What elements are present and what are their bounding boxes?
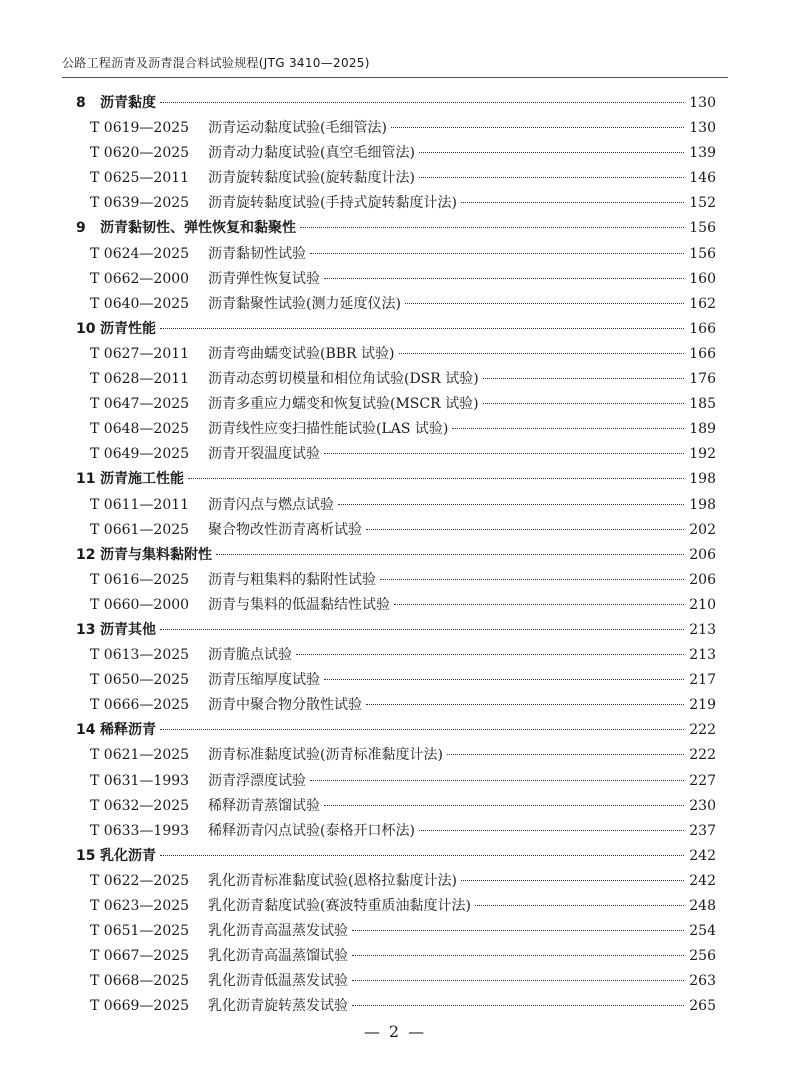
toc-entry-row[interactable] bbox=[62, 117, 716, 142]
dot-leader bbox=[475, 905, 684, 906]
toc-entry-row[interactable] bbox=[62, 744, 716, 769]
chapter-title: 沥青黏度 bbox=[100, 95, 156, 111]
chapter-title: 沥青与集料黏附性 bbox=[100, 546, 212, 563]
entry-title: 乳化沥青高温蒸发试验 bbox=[208, 923, 348, 940]
page-ref: 210 bbox=[689, 596, 716, 613]
chapter-number: 11 bbox=[76, 471, 96, 488]
chapter-number: 14 bbox=[76, 722, 96, 739]
chapter-title: 沥青施工性能 bbox=[100, 471, 184, 488]
toc-chapter-row[interactable] bbox=[62, 544, 716, 569]
page-ref: 198 bbox=[689, 471, 716, 488]
test-code: T 0620—2025 bbox=[90, 145, 190, 162]
dot-leader bbox=[300, 227, 684, 228]
toc-entry-row[interactable] bbox=[62, 644, 716, 669]
test-code: T 0648—2025 bbox=[90, 421, 190, 438]
toc-entry-row[interactable] bbox=[62, 494, 716, 519]
test-code: T 0662—2000 bbox=[90, 270, 190, 287]
chapter-title: 沥青黏韧性、弹性恢复和黏聚性 bbox=[100, 220, 296, 237]
dot-leader bbox=[296, 654, 684, 655]
page-ref: 198 bbox=[689, 496, 716, 513]
test-code: T 0621—2025 bbox=[90, 747, 190, 764]
test-code: T 0649—2025 bbox=[90, 446, 190, 463]
page-ref: 242 bbox=[689, 847, 716, 864]
page-ref: 206 bbox=[689, 571, 716, 588]
entry-title: 乳化沥青旋转蒸发试验 bbox=[208, 998, 348, 1015]
toc-entry-row[interactable] bbox=[62, 770, 716, 795]
test-code: T 0661—2025 bbox=[90, 521, 190, 538]
toc-entry-row[interactable] bbox=[62, 243, 716, 268]
dot-leader bbox=[483, 403, 684, 404]
entry-title: 沥青黏韧性试验 bbox=[208, 245, 306, 262]
dot-leader bbox=[324, 278, 684, 279]
entry-title: 沥青中聚合物分散性试验 bbox=[208, 697, 362, 714]
chapter-number: 13 bbox=[76, 621, 96, 638]
entry-title: 沥青旋转黏度试验(手持式旋转黏度计法) bbox=[208, 195, 457, 212]
page-ref: 219 bbox=[689, 697, 716, 714]
dot-leader bbox=[461, 202, 684, 203]
toc-entry-row[interactable] bbox=[62, 945, 716, 970]
entry-title: 沥青浮漂度试验 bbox=[208, 772, 306, 789]
page-ref: 227 bbox=[689, 772, 716, 789]
toc-entry-row[interactable] bbox=[62, 594, 716, 619]
test-code: T 0640—2025 bbox=[90, 295, 190, 312]
test-code: T 0611—2011 bbox=[90, 496, 190, 513]
toc-entry-row[interactable] bbox=[62, 142, 716, 167]
toc-chapter-row[interactable] bbox=[62, 468, 716, 493]
page-ref: 166 bbox=[689, 320, 716, 337]
page-ref: 206 bbox=[689, 546, 716, 563]
toc-entry-row[interactable] bbox=[62, 418, 716, 443]
toc-entry-row[interactable] bbox=[62, 192, 716, 217]
dot-leader bbox=[352, 930, 684, 931]
dot-leader bbox=[352, 980, 684, 981]
toc-entry-row[interactable] bbox=[62, 895, 716, 920]
entry-title: 乳化沥青低温蒸发试验 bbox=[208, 973, 348, 990]
toc-entry-row[interactable] bbox=[62, 569, 716, 594]
dot-leader bbox=[160, 855, 684, 856]
test-code: T 0667—2025 bbox=[90, 948, 190, 965]
page-ref: 254 bbox=[689, 923, 716, 940]
toc-entry-row[interactable] bbox=[62, 669, 716, 694]
toc-entry-row[interactable] bbox=[62, 970, 716, 995]
test-code: T 0647—2025 bbox=[90, 396, 190, 413]
dot-leader bbox=[461, 880, 684, 881]
page-ref: 156 bbox=[689, 220, 716, 237]
test-code: T 0631—1993 bbox=[90, 772, 190, 789]
toc-chapter-row[interactable] bbox=[62, 92, 716, 117]
toc-chapter-row[interactable] bbox=[62, 619, 716, 644]
toc-entry-row[interactable] bbox=[62, 167, 716, 192]
toc-entry-row[interactable] bbox=[62, 393, 716, 418]
page-ref: 130 bbox=[689, 120, 716, 137]
page-ref: 217 bbox=[689, 672, 716, 689]
test-code: T 0639—2025 bbox=[90, 195, 190, 212]
page-ref: 213 bbox=[689, 647, 716, 664]
test-code: T 0666—2025 bbox=[90, 697, 190, 714]
dot-leader bbox=[188, 478, 684, 479]
chapter-number: 8 bbox=[76, 95, 86, 111]
entry-title: 乳化沥青黏度试验(赛波特重质油黏度计法) bbox=[208, 898, 471, 914]
chapter-title: 稀释沥青 bbox=[100, 722, 156, 739]
entry-title: 沥青弹性恢复试验 bbox=[208, 270, 320, 287]
dot-leader bbox=[419, 152, 684, 153]
page-ref: 176 bbox=[689, 371, 716, 388]
dot-leader bbox=[366, 529, 684, 530]
page-ref: 156 bbox=[689, 245, 716, 262]
toc-chapter-row[interactable] bbox=[62, 318, 716, 343]
page-ref: 263 bbox=[689, 973, 716, 990]
page-ref: 237 bbox=[689, 822, 716, 839]
test-code: T 0650—2025 bbox=[90, 672, 190, 689]
page-ref: 185 bbox=[689, 396, 716, 413]
entry-title: 沥青开裂温度试验 bbox=[208, 446, 320, 463]
dot-leader bbox=[324, 679, 684, 680]
chapter-number: 10 bbox=[76, 320, 96, 337]
toc-chapter-row[interactable] bbox=[62, 719, 716, 744]
page-ref: 189 bbox=[689, 421, 716, 438]
toc-entry-row[interactable] bbox=[62, 519, 716, 544]
dot-leader bbox=[419, 177, 684, 178]
test-code: T 0625—2011 bbox=[90, 170, 190, 187]
test-code: T 0668—2025 bbox=[90, 973, 190, 990]
dot-leader bbox=[324, 453, 684, 454]
dot-leader bbox=[310, 253, 684, 254]
test-code: T 0613—2025 bbox=[90, 647, 190, 664]
test-code: T 0633—1993 bbox=[90, 822, 190, 839]
dot-leader bbox=[352, 955, 684, 956]
header-rule bbox=[62, 77, 728, 78]
page-ref: 139 bbox=[689, 145, 716, 162]
toc-chapter-row[interactable] bbox=[62, 845, 716, 870]
dot-leader bbox=[160, 102, 684, 103]
page-ref: 265 bbox=[689, 998, 716, 1015]
test-code: T 0616—2025 bbox=[90, 571, 190, 588]
entry-title: 乳化沥青标准黏度试验(恩格拉黏度计法) bbox=[208, 872, 457, 889]
dot-leader bbox=[419, 830, 684, 831]
dot-leader bbox=[160, 328, 684, 329]
dot-leader bbox=[310, 780, 684, 781]
entry-title: 沥青动态剪切模量和相位角试验(DSR 试验) bbox=[208, 371, 479, 388]
dot-leader bbox=[447, 754, 684, 755]
page-ref: 202 bbox=[689, 521, 716, 538]
entry-title: 沥青弯曲蠕变试验(BBR 试验) bbox=[208, 345, 395, 362]
toc-entry-row[interactable] bbox=[62, 443, 716, 468]
dot-leader bbox=[338, 504, 684, 505]
dot-leader bbox=[160, 729, 684, 730]
entry-title: 沥青黏聚性试验(测力延度仪法) bbox=[208, 295, 401, 312]
toc-entry-row[interactable] bbox=[62, 870, 716, 895]
dot-leader bbox=[405, 303, 684, 304]
toc-entry-row[interactable] bbox=[62, 795, 716, 820]
dot-leader bbox=[160, 629, 684, 630]
dot-leader bbox=[452, 428, 684, 429]
chapter-number: 15 bbox=[76, 847, 96, 864]
page-ref: 160 bbox=[689, 270, 716, 287]
test-code: T 0624—2025 bbox=[90, 245, 190, 262]
entry-title: 聚合物改性沥青离析试验 bbox=[208, 521, 362, 538]
page-ref: 222 bbox=[689, 722, 716, 739]
entry-title: 稀释沥青蒸馏试验 bbox=[208, 797, 320, 814]
toc-entry-row[interactable] bbox=[62, 343, 716, 368]
entry-title: 沥青旋转黏度试验(旋转黏度计法) bbox=[208, 170, 415, 187]
entry-title: 沥青运动黏度试验(毛细管法) bbox=[208, 120, 387, 137]
dot-leader bbox=[366, 704, 684, 705]
entry-title: 沥青压缩厚度试验 bbox=[208, 672, 320, 689]
page-ref: 222 bbox=[689, 747, 716, 764]
dot-leader bbox=[399, 353, 685, 354]
toc-entry-row[interactable] bbox=[62, 820, 716, 845]
toc-entry-row[interactable] bbox=[62, 995, 716, 1020]
dot-leader bbox=[483, 378, 684, 379]
entry-title: 沥青线性应变扫描性能试验(LAS 试验) bbox=[208, 421, 449, 438]
page-ref: 248 bbox=[689, 898, 716, 914]
dot-leader bbox=[380, 579, 684, 580]
test-code: T 0660—2000 bbox=[90, 596, 190, 613]
page-ref: 130 bbox=[689, 95, 716, 111]
entry-title: 稀释沥青闪点试验(泰格开口杯法) bbox=[208, 822, 415, 839]
test-code: T 0623—2025 bbox=[90, 898, 190, 914]
test-code: T 0622—2025 bbox=[90, 872, 190, 889]
page-ref: 242 bbox=[689, 872, 716, 889]
dot-leader bbox=[216, 554, 684, 555]
chapter-title: 沥青性能 bbox=[100, 320, 156, 337]
toc-entry-row[interactable] bbox=[62, 368, 716, 393]
page-ref: 192 bbox=[689, 446, 716, 463]
chapter-number: 12 bbox=[76, 546, 96, 563]
dot-leader bbox=[391, 127, 684, 128]
test-code: T 0627—2011 bbox=[90, 345, 190, 362]
dot-leader bbox=[352, 1005, 684, 1006]
toc-entry-row[interactable] bbox=[62, 694, 716, 719]
entry-title: 沥青与粗集料的黏附性试验 bbox=[208, 571, 376, 588]
chapter-title: 乳化沥青 bbox=[100, 847, 156, 864]
page-ref: 213 bbox=[689, 621, 716, 638]
page-ref: 162 bbox=[689, 295, 716, 312]
entry-title: 乳化沥青高温蒸馏试验 bbox=[208, 948, 348, 965]
chapter-number: 9 bbox=[76, 220, 86, 237]
dot-leader bbox=[324, 805, 684, 806]
entry-title: 沥青脆点试验 bbox=[208, 647, 292, 664]
toc-entry-row[interactable] bbox=[62, 920, 716, 945]
toc-chapter-row[interactable] bbox=[62, 217, 716, 242]
entry-title: 沥青闪点与燃点试验 bbox=[208, 496, 334, 513]
table-of-contents bbox=[62, 92, 716, 1020]
page-ref: 256 bbox=[689, 948, 716, 965]
toc-entry-row[interactable] bbox=[62, 293, 716, 318]
test-code: T 0632—2025 bbox=[90, 797, 190, 814]
test-code: T 0619—2025 bbox=[90, 120, 190, 137]
running-header: 公路工程沥青及沥青混合料试验规程(JTG 3410—2025) bbox=[62, 56, 370, 70]
dot-leader bbox=[394, 604, 684, 605]
entry-title: 沥青与集料的低温黏结性试验 bbox=[208, 596, 390, 613]
entry-title: 沥青动力黏度试验(真空毛细管法) bbox=[208, 145, 415, 162]
entry-title: 沥青多重应力蠕变和恢复试验(MSCR 试验) bbox=[208, 396, 479, 413]
test-code: T 0651—2025 bbox=[90, 923, 190, 940]
page-ref: 146 bbox=[689, 170, 716, 187]
test-code: T 0628—2011 bbox=[90, 371, 190, 388]
test-code: T 0669—2025 bbox=[90, 998, 190, 1015]
toc-entry-row[interactable] bbox=[62, 268, 716, 293]
entry-title: 沥青标准黏度试验(沥青标准黏度计法) bbox=[208, 747, 443, 764]
page-ref: 152 bbox=[689, 195, 716, 212]
page-ref: 166 bbox=[689, 345, 716, 362]
page-number: — 2 — bbox=[363, 1022, 427, 1041]
chapter-title: 沥青其他 bbox=[100, 621, 156, 638]
page-ref: 230 bbox=[689, 797, 716, 814]
